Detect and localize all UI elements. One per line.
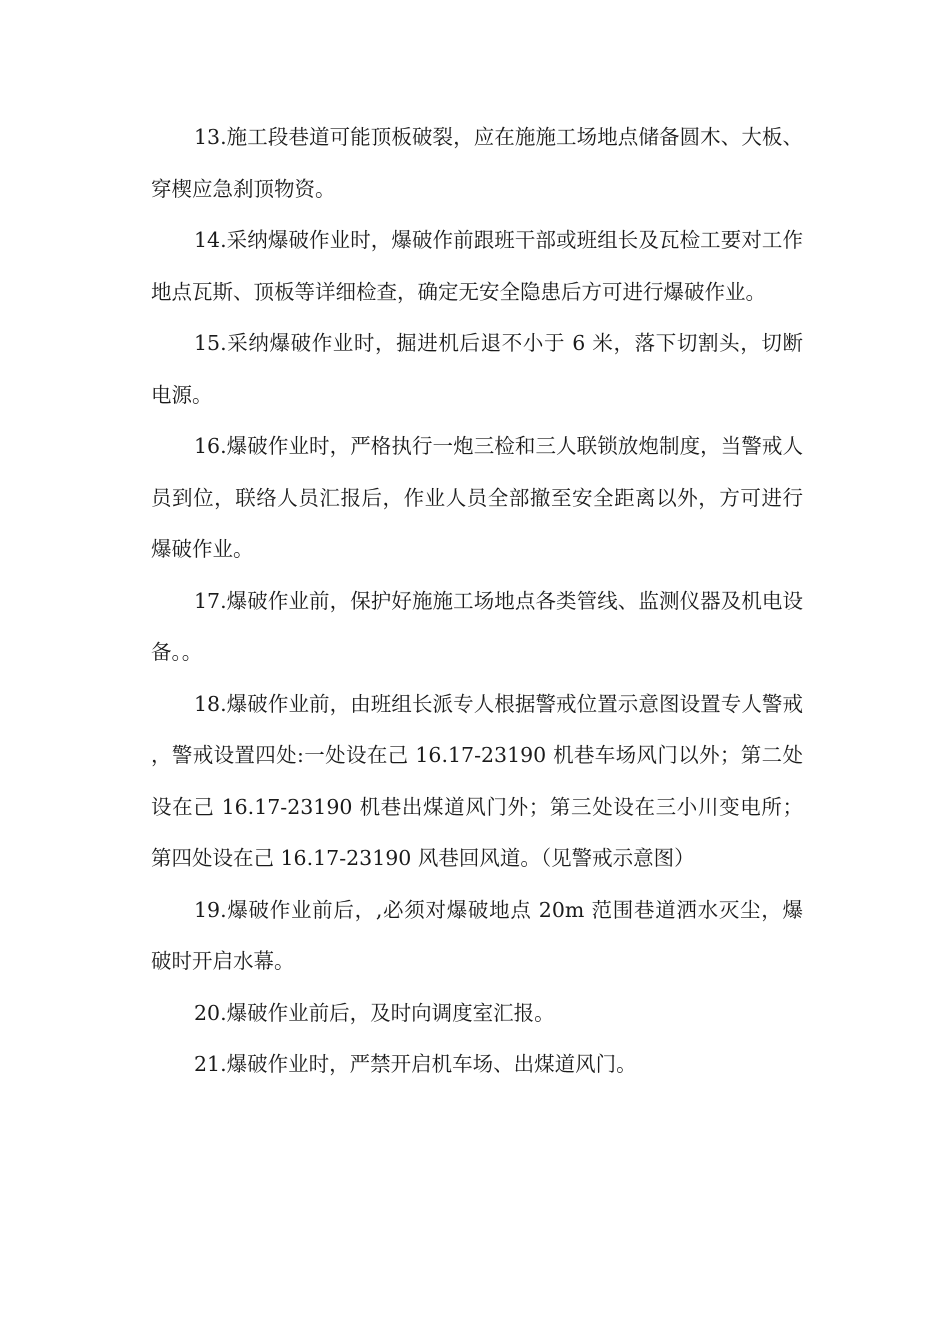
document-body (151, 112, 803, 1091)
paragraph-18: 18.爆破作业前，由班组长派专人根据警戒位置示意图设置专人警戒，警戒设置四处:一处设在己 16.17-23190 机巷车场风门以外；第二处设在己 16.17-23190 机巷出煤道风门外；第三处设在三小川变电所；第四处设在己 16.17-23190 风巷回风道。（见警戒示意图） (151, 691, 803, 870)
paragraph-19: 19.爆破作业前后，,必须对爆破地点 20m 范围巷道洒水灭尘，爆破时开启水幕。 (151, 897, 803, 973)
paragraph-13: 13.施工段巷道可能顶板破裂，应在施施工场地点储备圆木、大板、穿楔应急刹顶物资。 (151, 125, 803, 201)
paragraph-21: 21.爆破作业时，严禁开启机车场、出煤道风门。 (194, 1052, 637, 1076)
paragraph-20: 20.爆破作业前后，及时向调度室汇报。 (194, 1000, 555, 1025)
paragraph-16: 16.爆破作业时，严格执行一炮三检和三人联锁放炮制度，当警戒人员到位，联络人员汇报后，作业人员全部撤至安全距离以外，方可进行爆破作业。 (151, 434, 803, 561)
paragraph-17: 17.爆破作业前，保护好施施工场地点各类管线、监测仪器及机电设备。。 (151, 588, 803, 664)
paragraph-15: 15.采纳爆破作业时，掘进机后退不小于 6 米，落下切割头，切断电源。 (151, 331, 803, 407)
paragraph-14: 14.采纳爆破作业时，爆破作前跟班干部或班组长及瓦检工要对工作地点瓦斯、顶板等详细检查，确定无安全隐患后方可进行爆破作业。 (151, 228, 803, 304)
